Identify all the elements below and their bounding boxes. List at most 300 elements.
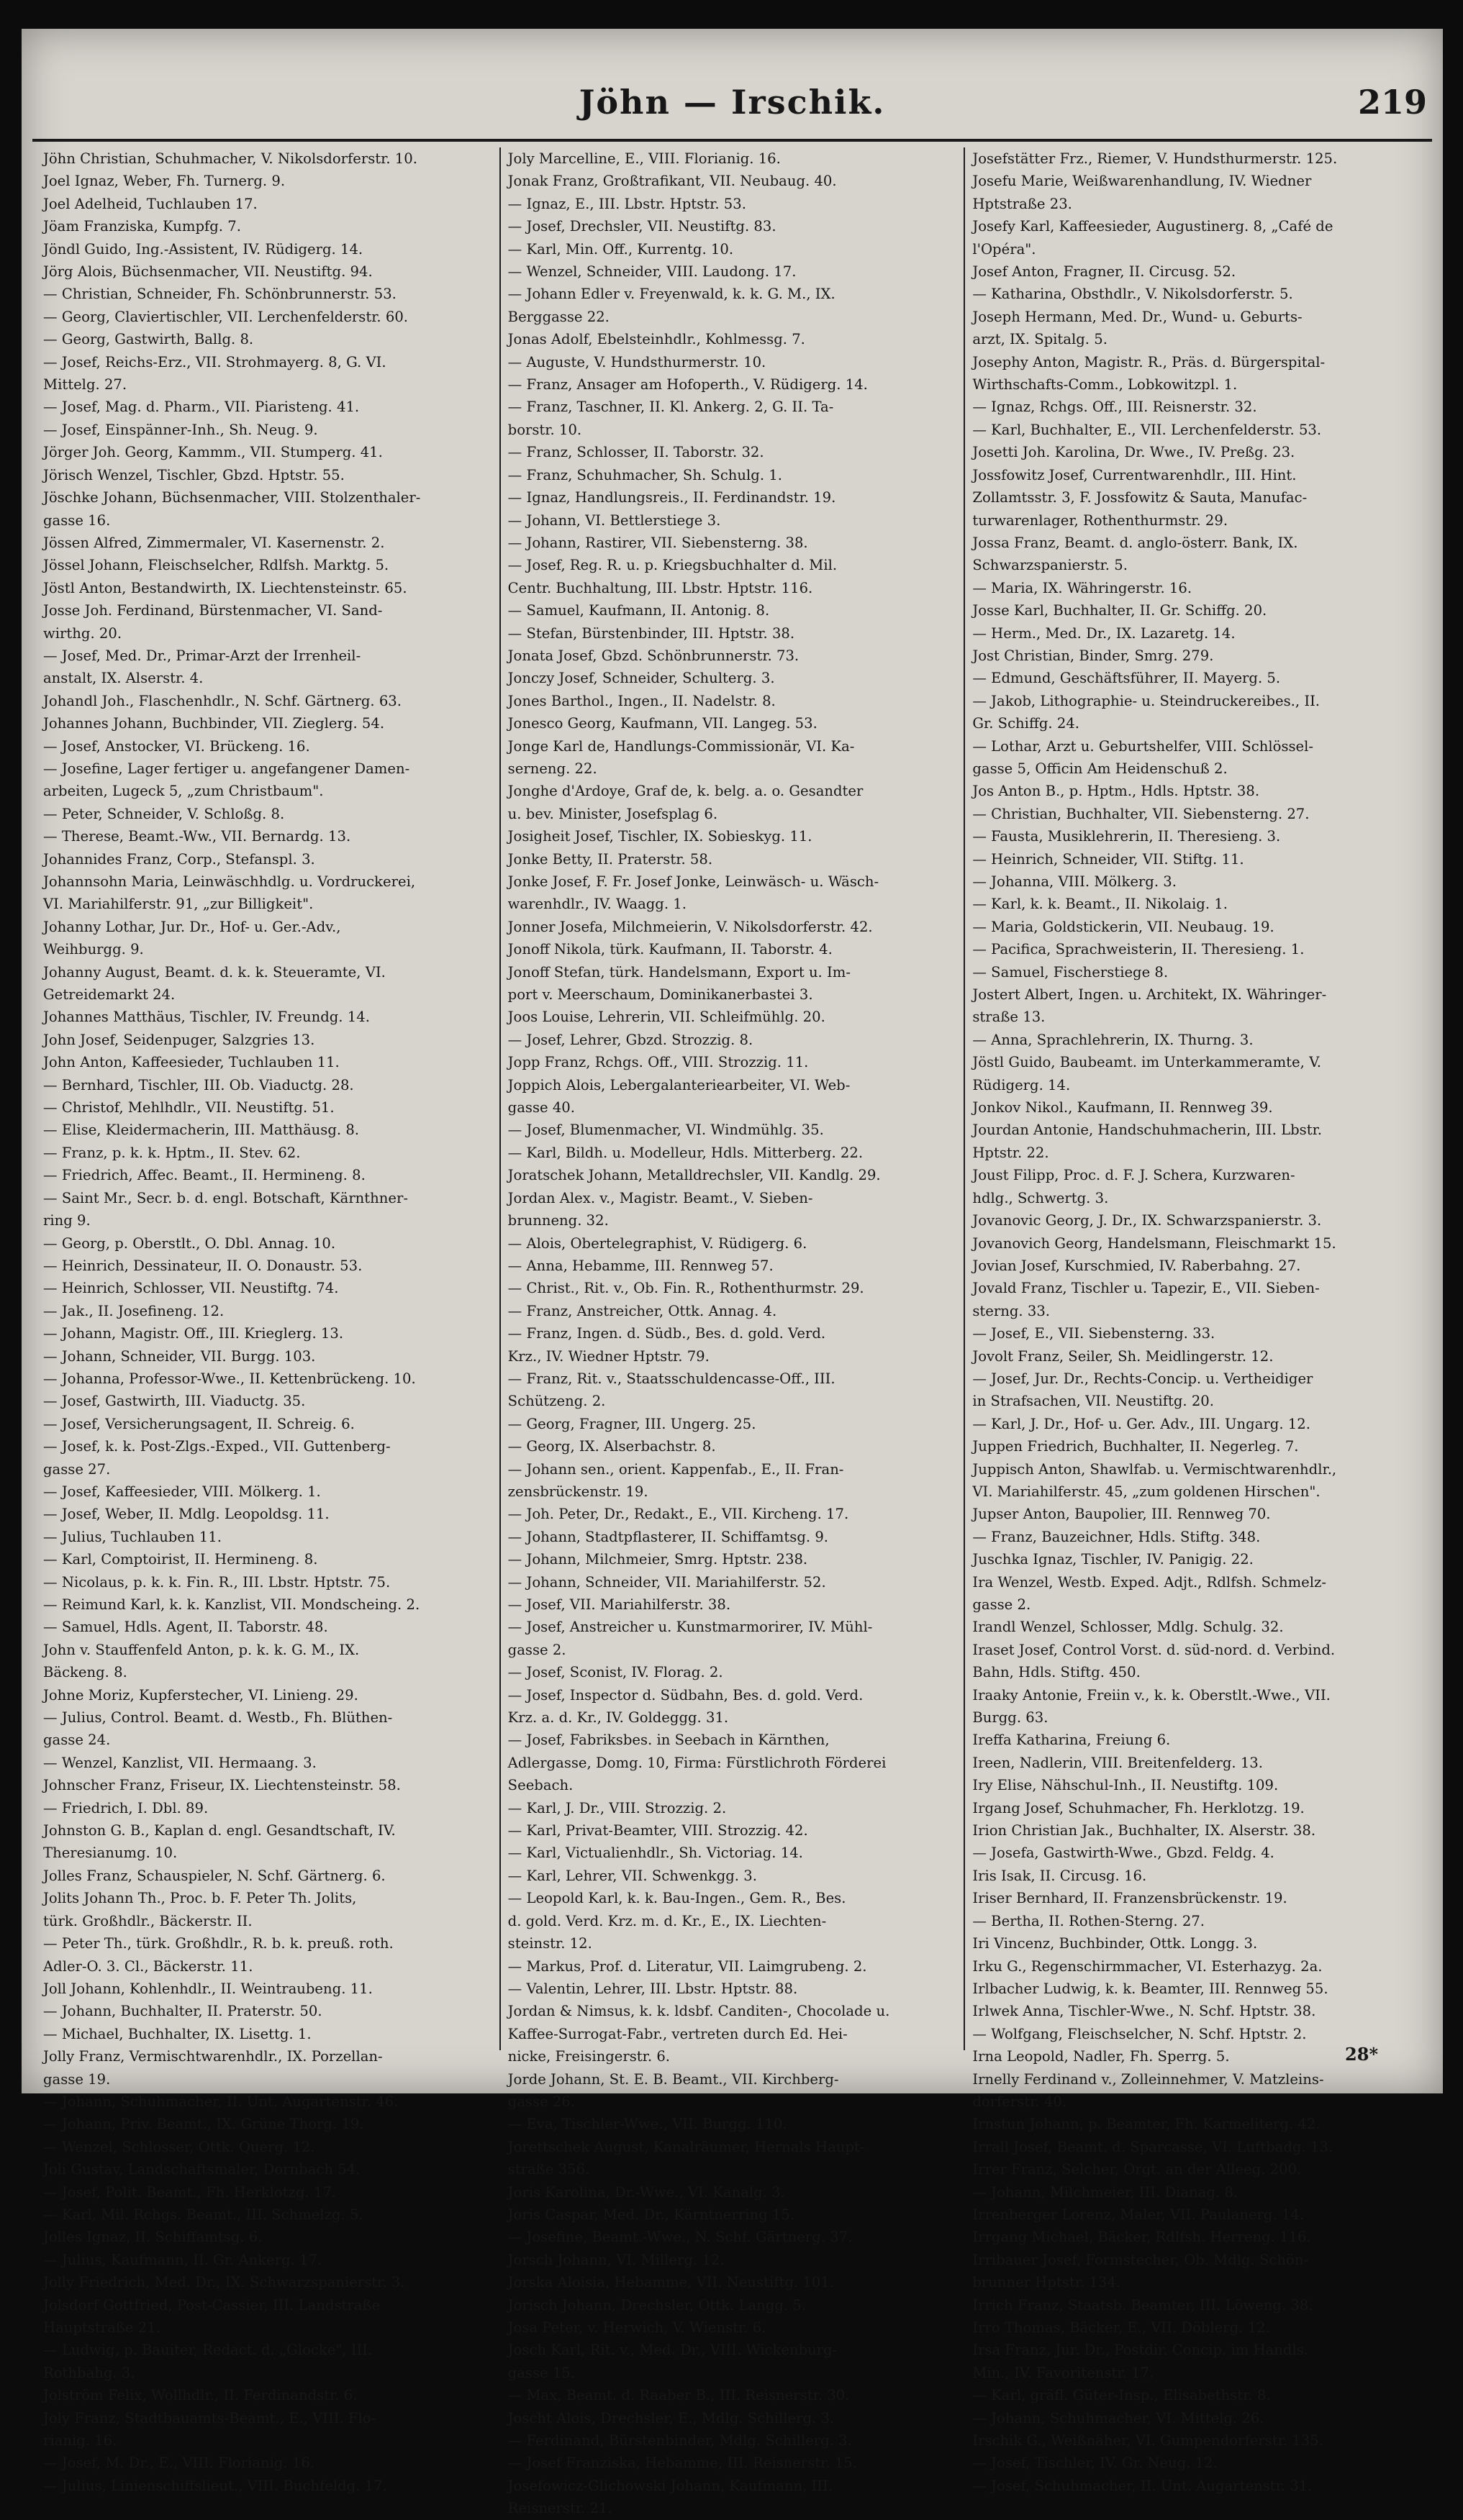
directory-entry: zensbrückenstr. 19. bbox=[507, 1483, 648, 1500]
directory-entry: Ireffa Katharina, Freiung 6. bbox=[972, 1732, 1171, 1749]
directory-entry: Jörger Joh. Georg, Kammm., VII. Stumperg. 41. bbox=[43, 444, 383, 461]
directory-entry: — Franz, Schlosser, II. Taborstr. 32. bbox=[507, 444, 764, 461]
directory-entry: — Johann, Milchmeier, Smrg. Hptstr. 238. bbox=[507, 1551, 808, 1568]
directory-entry: Irrich Franz, Staatsb. Beamter, III. Löweng. 38. bbox=[972, 2296, 1313, 2314]
directory-entry: Kaffee-Surrogat-Fabr., vertreten durch Ed. Hei- bbox=[507, 2025, 848, 2042]
directory-entry: Krz. a. d. Kr., IV. Goldeggg. 31. bbox=[507, 1709, 729, 1727]
directory-entry: — Lothar, Arzt u. Geburtshelfer, VIII. Schlössel- bbox=[972, 737, 1314, 755]
directory-entry: Gr. Schiffg. 24. bbox=[972, 715, 1080, 732]
directory-entry: — Johann, Priv. Beamt., IX. Grüne Thorg. 19. bbox=[43, 2116, 364, 2133]
directory-entry: Jöstl Guido, Baubeamt. im Unterkammeramte, V. bbox=[972, 1054, 1322, 1071]
directory-entry: Rüdigerg. 14. bbox=[972, 1076, 1071, 1093]
directory-entry: Johandl Joh., Flaschenhdlr., N. Schf. Gärtnerg. 63. bbox=[43, 692, 402, 709]
directory-entry: — Josef, Schuhmacher, II. Unt. Augartenstr. 31. bbox=[972, 2477, 1313, 2494]
directory-entry: Jorisch Johann, Drechsler, Ottk. Langg. 5. bbox=[507, 2296, 807, 2314]
directory-entry: — Johanna, Professor-Wwe., II. Kettenbrückeng. 10. bbox=[43, 1370, 416, 1387]
directory-entry: Jonoff Stefan, türk. Handelsmann, Export u. Im- bbox=[507, 963, 851, 981]
directory-entry: gasse 2. bbox=[972, 1596, 1031, 1613]
directory-entry: warenhdlr., IV. Waagg. 1. bbox=[507, 896, 687, 913]
directory-entry: Joel Adelheid, Tuchlauben 17. bbox=[43, 195, 258, 212]
directory-entry: Josse Karl, Buchhalter, II. Gr. Schiffg. 20. bbox=[972, 602, 1267, 619]
directory-entry: Jolles Franz, Schauspieler, N. Schf. Gärtnerg. 6. bbox=[43, 1867, 386, 1884]
directory-entry: serneng. 22. bbox=[507, 760, 597, 777]
directory-entry: türk. Großhdlr., Bäckerstr. II. bbox=[43, 1912, 253, 1929]
directory-entry: — Franz, Schuhmacher, Sh. Schulg. 1. bbox=[507, 466, 783, 483]
directory-entry: Josephy Anton, Magistr. R., Präs. d. Bürgerspital- bbox=[972, 353, 1326, 370]
directory-entry: — Josef, Fabriksbes. in Seebach in Kärnthen, bbox=[507, 1732, 830, 1749]
directory-entry: — Josef, M. Dr., E., VIII. Florianig. 16. bbox=[43, 2455, 315, 2472]
directory-entry: Josefy Karl, Kaffeesieder, Augustinerg. 8, „Café de bbox=[972, 218, 1333, 235]
directory-entry: Johanny Lothar, Jur. Dr., Hof- u. Ger.-Adv., bbox=[43, 918, 341, 935]
directory-entry: — Johann, Magistr. Off., III. Krieglerg. 13. bbox=[43, 1325, 344, 1342]
directory-entry: — Karl, Buchhalter, E., VII. Lerchenfelderstr. 53. bbox=[972, 421, 1322, 438]
directory-entry: — Friedrich, Affec. Beamt., II. Hermineng. 8. bbox=[43, 1167, 366, 1184]
directory-entry: Irku G., Regenschirmmacher, VI. Esterhazyg. 2a. bbox=[972, 1957, 1323, 1975]
directory-entry: Jorska Aloisia, Hebamme, VII. Neustiftg. 101. bbox=[507, 2274, 834, 2291]
directory-entry: Wirthschafts-Comm., Lobkowitzpl. 1. bbox=[972, 376, 1238, 394]
running-title: Jöhn — Irschik. bbox=[579, 83, 886, 122]
directory-entry: Irro Thomas, Bäcker, E., VII. Döblerg. 12. bbox=[972, 2319, 1270, 2336]
directory-entry: Jordan & Nimsus, k. k. ldsbf. Canditen-, Chocolade u. bbox=[507, 2003, 890, 2020]
directory-entry: — Josef, Sconist, IV. Florag. 2. bbox=[507, 1664, 723, 1681]
directory-entry: — Josef, k. k. Post-Zlgs.-Exped., VII. Guttenberg- bbox=[43, 1438, 391, 1455]
directory-entry: Jones Barthol., Ingen., II. Nadelstr. 8. bbox=[507, 692, 776, 709]
directory-entry: — Georg, Claviertischler, VII. Lerchenfelderstr. 60. bbox=[43, 308, 409, 325]
directory-entry: — Jak., II. Josefineng. 12. bbox=[43, 1302, 225, 1319]
directory-entry: Joscht Alois, Drechsler, E., Mdlg. Schillerg. 3. bbox=[507, 2409, 835, 2426]
directory-entry: — Christian, Buchhalter, VII. Siebensterng. 27. bbox=[972, 805, 1310, 822]
directory-entry: Jovolt Franz, Seiler, Sh. Meidlingerstr. 12. bbox=[972, 1347, 1274, 1365]
directory-entry: Joel Ignaz, Weber, Fh. Turnerg. 9. bbox=[43, 173, 286, 190]
directory-entry: — Karl, Bildh. u. Modelleur, Hdls. Mitterberg. 22. bbox=[507, 1144, 864, 1161]
directory-entry: Jonkov Nikol., Kaufmann, II. Rennweg 39. bbox=[972, 1099, 1273, 1116]
directory-entry: Jossfowitz Josef, Currentwarenhdlr., III. Hint. bbox=[972, 466, 1297, 483]
directory-entry: — Josef, Lehrer, Gbzd. Strozzig. 8. bbox=[507, 1031, 753, 1048]
directory-entry: Adler-O. 3. Cl., Bäckerstr. 11. bbox=[43, 1957, 253, 1975]
directory-entry: Jonke Betty, II. Praterstr. 58. bbox=[507, 850, 713, 868]
directory-entry: — Franz, Taschner, II. Kl. Ankerg. 2, G. II. Ta- bbox=[507, 399, 834, 416]
directory-entry: Jorettschek August, Kanalräumer, Hernals Haupt- bbox=[507, 2138, 865, 2155]
directory-entry: Schwarzspanierstr. 5. bbox=[972, 557, 1128, 574]
directory-entry: — Karl, Min. Off., Kurrentg. 10. bbox=[507, 240, 734, 258]
directory-entry: — Karl, Victualienhdlr., Sh. Victoriag. 14. bbox=[507, 1844, 803, 1862]
directory-entry: — Josefine, Beamt.-Wwe., N. Schf. Gärtnerg. 37. bbox=[507, 2229, 853, 2246]
directory-entry: — Katharina, Obsthdlr., V. Nikolsdorferstr. 5. bbox=[972, 286, 1293, 303]
directory-entry: Jonghe d'Ardoye, Graf de, k. belg. a. o. Gesandter bbox=[507, 783, 864, 800]
directory-entry: Joos Louise, Lehrerin, VII. Schleifmühlg. 20. bbox=[507, 1009, 825, 1026]
directory-entry: — Josef, Reichs-Erz., VII. Strohmayerg. 8, G. VI. bbox=[43, 353, 386, 370]
directory-entry: — Josef, Reg. R. u. p. Kriegsbuchhalter d. Mil. bbox=[507, 557, 838, 574]
directory-entry: — Josef, Mag. d. Pharm., VII. Piaristeng. 41. bbox=[43, 399, 360, 416]
directory-entry: Irion Christian Jak., Buchhalter, IX. Alserstr. 38. bbox=[972, 1822, 1316, 1839]
directory-entry: — Josef, Weber, II. Mdlg. Leopoldsg. 11. bbox=[43, 1506, 330, 1523]
directory-entry: Irlbacher Ludwig, k. k. Beamter, III. Rennweg 55. bbox=[972, 1980, 1328, 1997]
directory-entry: — Michael, Buchhalter, IX. Lisettg. 1. bbox=[43, 2025, 312, 2042]
directory-entry: Irschik G., Weißnäher, VI. Gumpendorferstr. 135. bbox=[972, 2432, 1323, 2450]
directory-entry: Jovald Franz, Tischler u. Tapezir, E., VII. Sieben- bbox=[972, 1280, 1320, 1297]
directory-entry: — Christ., Rit. v., Ob. Fin. R., Rothenthurmstr. 29. bbox=[507, 1280, 864, 1297]
directory-entry: — Josef, Anstocker, VI. Brückeng. 16. bbox=[43, 737, 310, 755]
directory-entry: — Markus, Prof. d. Literatur, VII. Laimgrubeng. 2. bbox=[507, 1957, 867, 1975]
directory-entry: gasse 19. bbox=[43, 2070, 111, 2088]
directory-entry: Jorsch Johann, VI. Millerg. 12. bbox=[507, 2251, 725, 2268]
directory-entry: — Josef, Anstreicher u. Kunstmarmorirer, IV. Mühl- bbox=[507, 1619, 873, 1636]
directory-entry: — Elise, Kleidermacherin, III. Matthäusg. 8. bbox=[43, 1122, 360, 1139]
directory-entry: Irrall Josef, Beamt. d. Sparcasse, VI. Luftbadg. 13. bbox=[972, 2138, 1333, 2155]
directory-entry: — Johann, Schneider, VII. Mariahilferstr. 52. bbox=[507, 1573, 826, 1591]
directory-entry: Rothbahg. 3. bbox=[43, 2364, 135, 2381]
directory-entry: Weihburgg. 9. bbox=[43, 941, 144, 958]
directory-entry: Bahn, Hdls. Stiftg. 450. bbox=[972, 1664, 1141, 1681]
directory-entry: Jonata Josef, Gbzd. Schönbrunnerstr. 73. bbox=[507, 647, 800, 664]
directory-entry: Irrenberger Lorenz, Maler, VII. Paulanerg. 14. bbox=[972, 2206, 1305, 2223]
directory-entry: — Franz, Ansager am Hofoperth., V. Rüdigerg. 14. bbox=[507, 376, 868, 394]
directory-entry: Hptstraße 23. bbox=[972, 195, 1072, 212]
directory-entry: — Johann, Rastirer, VII. Siebensterng. 38. bbox=[507, 534, 808, 551]
directory-entry: Jöstl Anton, Bestandwirth, IX. Liechtensteinstr. 65. bbox=[43, 579, 407, 596]
directory-entry: Jovanovic Georg, J. Dr., IX. Schwarzspanierstr. 3. bbox=[972, 1212, 1322, 1229]
directory-entry: hdlg., Schwertg. 3. bbox=[972, 1189, 1109, 1206]
directory-entry: — Georg, p. Oberstlt., O. Dbl. Annag. 10. bbox=[43, 1234, 336, 1252]
directory-entry: Jonczy Josef, Schneider, Schulterg. 3. bbox=[507, 670, 775, 687]
directory-entry: — Georg, Gastwirth, Ballg. 8. bbox=[43, 331, 254, 348]
directory-entry: Joppich Alois, Lebergalanteriearbeiter, VI. Web- bbox=[507, 1076, 851, 1093]
directory-entry: — Samuel, Hdls. Agent, II. Taborstr. 48. bbox=[43, 1619, 328, 1636]
directory-entry: Jöndl Guido, Ing.-Assistent, IV. Rüdigerg. 14. bbox=[43, 240, 363, 258]
directory-entry: Josch Karl, Rit. v., Med. Dr., VIII. Wickenburg- bbox=[507, 2342, 838, 2359]
directory-entry: Johannsohn Maria, Leinwäschhdlg. u. Vordruckerei, bbox=[43, 873, 416, 890]
directory-entry: VI. Mariahilferstr. 45, „zum goldenen Hirschen". bbox=[972, 1483, 1321, 1500]
directory-entry: — Johann, Milchmeier, III. Dianag. 8. bbox=[972, 2183, 1238, 2201]
directory-entry: Josefowicz-Glichowski Johann, Kaufmann, III. bbox=[507, 2477, 833, 2494]
directory-entry: VI. Mariahilferstr. 91, „zur Billigkeit". bbox=[43, 896, 314, 913]
directory-entry: — Jakob, Lithographie- u. Steindruckereibes., II. bbox=[972, 692, 1321, 709]
directory-entry: — Josef, Tischler, IV. Gr. Neug. 12. bbox=[972, 2455, 1218, 2472]
directory-entry: Jourdan Antonie, Handschuhmacherin, III. Lbstr. bbox=[972, 1122, 1323, 1139]
directory-entry: — Josef, Drechsler, VII. Neustiftg. 83. bbox=[507, 218, 776, 235]
directory-entry: port v. Meerschaum, Dominikanerbastei 3. bbox=[507, 986, 813, 1004]
directory-entry: Ira Wenzel, Westb. Exped. Adjt., Rdlfsh. Schmelz- bbox=[972, 1573, 1326, 1591]
directory-entry: Jupser Anton, Baupolier, III. Rennweg 70. bbox=[972, 1506, 1271, 1523]
directory-entry: — Franz, Anstreicher, Ottk. Annag. 4. bbox=[507, 1302, 777, 1319]
directory-entry: Joratschek Johann, Metalldrechsler, VII. Kandlg. 29. bbox=[507, 1167, 881, 1184]
directory-entry: Jolly Franz, Vermischtwarenhdlr., IX. Porzellan- bbox=[43, 2048, 383, 2065]
directory-entry: sterng. 33. bbox=[972, 1302, 1051, 1319]
directory-entry: — Ignaz, E., III. Lbstr. Hptstr. 53. bbox=[507, 195, 746, 212]
directory-entry: — Johann, Schneider, VII. Burgg. 103. bbox=[43, 1347, 316, 1365]
directory-entry: — Wolfgang, Fleischselcher, N. Schf. Hptstr. 2. bbox=[972, 2025, 1307, 2042]
directory-entry: Irlwek Anna, Tischler-Wwe., N. Schf. Hptstr. 38. bbox=[972, 2003, 1316, 2020]
directory-entry: — Josefa, Gastwirth-Wwe., Gbzd. Feldg. 4. bbox=[972, 1844, 1274, 1862]
directory-entry: brunner Hptstr. 134. bbox=[972, 2274, 1121, 2291]
header-rule bbox=[32, 139, 1432, 142]
directory-entry: wirthg. 20. bbox=[43, 624, 122, 642]
directory-entry: Joll Johann, Kohlenhdlr., II. Weintraubeng. 11. bbox=[43, 1980, 373, 1997]
directory-entry: — Johann, Schuhmacher, II. Unt. Augartenstr. 46. bbox=[43, 2093, 399, 2110]
directory-entry: — Julius, Control. Beamt. d. Westb., Fh. Blüthen- bbox=[43, 1709, 393, 1727]
directory-entry: Jost Christian, Binder, Smrg. 279. bbox=[972, 647, 1214, 664]
directory-entry: — Ferdinand, Bürstenbinder, Mdlg. Schillerg. 3. bbox=[507, 2432, 852, 2450]
directory-entry: gasse 15. bbox=[507, 2364, 575, 2381]
directory-entry: Iraset Josef, Control Vorst. d. süd-nord. d. Verbind. bbox=[972, 1641, 1336, 1658]
directory-entry: John Anton, Kaffeesieder, Tuchlauben 11. bbox=[43, 1054, 340, 1071]
directory-entry: — Josef, Einspänner-Inh., Sh. Neug. 9. bbox=[43, 421, 318, 438]
directory-entry: — Heinrich, Dessinateur, II. O. Donaustr. 53. bbox=[43, 1257, 363, 1274]
directory-entry: Centr. Buchhaltung, III. Lbstr. Hptstr. 116. bbox=[507, 579, 813, 596]
directory-entry: — Johann, VI. Bettlerstiege 3. bbox=[507, 511, 721, 529]
directory-entry: — Eva, Tischler-Wwe., VII. Burgg. 110. bbox=[507, 2116, 787, 2133]
directory-entry: — Reimund Karl, k. k. Kanzlist, VII. Mondscheing. 2. bbox=[43, 1596, 420, 1613]
directory-columns bbox=[36, 147, 1428, 2517]
directory-entry: steinstr. 12. bbox=[507, 1935, 592, 1952]
directory-entry: Juschka Ignaz, Tischler, IV. Panigig. 22. bbox=[972, 1551, 1254, 1568]
directory-entry: Adlergasse, Domg. 10, Firma: Fürstlichroth Förderei bbox=[507, 1754, 887, 1771]
directory-entry: gasse 26. bbox=[507, 2093, 575, 2110]
directory-entry: nicke, Freisingerstr. 6. bbox=[507, 2048, 671, 2065]
directory-entry: Jonak Franz, Großtrafikant, VII. Neubaug. 40. bbox=[507, 173, 837, 190]
directory-entry: ring 9. bbox=[43, 1212, 91, 1229]
directory-entry: Johannides Franz, Corp., Stefanspl. 3. bbox=[43, 850, 315, 868]
directory-entry: Iraaky Antonie, Freiin v., k. k. Oberstlt.-Wwe., VII. bbox=[972, 1686, 1331, 1703]
directory-entry: — Josef, E., VII. Siebensterng. 33. bbox=[972, 1325, 1215, 1342]
directory-entry: Irribauer Josef, Formstecher, Ob. Mdlg. Schön- bbox=[972, 2251, 1309, 2268]
directory-entry: Jössel Johann, Fleischselcher, Rdlfsh. Marktg. 5. bbox=[43, 557, 389, 574]
directory-entry: Irrgang Michael, Bäcker, Rdlfsh. Herreng. 116. bbox=[972, 2229, 1311, 2246]
directory-entry: — Josefine, Lager fertiger u. angefangener Damen- bbox=[43, 760, 410, 777]
directory-entry: Jonge Karl de, Handlungs-Commissionär, VI. Ka- bbox=[507, 737, 855, 755]
directory-entry: — Christian, Schneider, Fh. Schönbrunnerstr. 53. bbox=[43, 286, 397, 303]
directory-entry: Josefstätter Frz., Riemer, V. Hundsthurmerstr. 125. bbox=[972, 150, 1338, 167]
directory-entry: — Johann sen., orient. Kappenfab., E., II. Fran- bbox=[507, 1460, 844, 1478]
directory-entry: — Julius, Kaufmann, II. Gr. Ankerg. 17. bbox=[43, 2251, 322, 2268]
directory-entry: — Fausta, Musiklehrerin, II. Theresieng. 3. bbox=[972, 828, 1281, 845]
directory-entry: Irgang Josef, Schuhmacher, Fh. Herklotzg. 19. bbox=[972, 1799, 1305, 1816]
directory-entry: — Johann, Stadtpflasterer, II. Schiffamtsg. 9. bbox=[507, 1528, 829, 1545]
directory-entry: Jovanovich Georg, Handelsmann, Fleischmarkt 15. bbox=[972, 1234, 1336, 1252]
directory-entry: straße 356. bbox=[507, 2161, 590, 2178]
directory-entry: Iriser Bernhard, II. Franzensbrückenstr. 19. bbox=[972, 1890, 1287, 1907]
directory-entry: — Saint Mr., Secr. b. d. engl. Botschaft, Kärnthner- bbox=[43, 1189, 408, 1206]
directory-entry: — Auguste, V. Hundsthurmerstr. 10. bbox=[507, 353, 766, 370]
directory-entry: — Karl, Mil. Rchgs. Beamt., III. Schmelzg. 5. bbox=[43, 2206, 363, 2223]
directory-entry: Irandl Wenzel, Schlosser, Mdlg. Schulg. 32. bbox=[972, 1619, 1284, 1636]
directory-entry: l'Opéra". bbox=[972, 240, 1036, 258]
directory-entry: Jordan Alex. v., Magistr. Beamt., V. Sieben- bbox=[507, 1189, 813, 1206]
directory-entry: Min., IV. Favoritenstr. 17. bbox=[972, 2364, 1154, 2381]
directory-entry: — Johann Edler v. Freyenwald, k. k. G. M., IX. bbox=[507, 286, 835, 303]
directory-entry: — Josef, VII. Mariahilferstr. 38. bbox=[507, 1596, 731, 1613]
directory-entry: Iris Isak, II. Circusg. 16. bbox=[972, 1867, 1147, 1884]
directory-entry: — Edmund, Geschäftsführer, II. Mayerg. 5. bbox=[972, 670, 1281, 687]
directory-entry: — Josef, Med. Dr., Primar-Arzt der Irrenheil- bbox=[43, 647, 361, 664]
directory-entry: — Max, Beamt. d. Raaber B., III. Reisnerstr. 30. bbox=[507, 2387, 850, 2404]
directory-entry: Jolits Johann Th., Proc. b. F. Peter Th. Jolits, bbox=[43, 1890, 357, 1907]
directory-entry: — Josef Franziska, Hebamme, III. Reisnerstr. 15. bbox=[507, 2455, 857, 2472]
directory-entry: Schützeng. 2. bbox=[507, 1393, 606, 1410]
directory-entry: Joly Marcelline, E., VIII. Florianig. 16. bbox=[507, 150, 781, 167]
directory-entry: — Franz, Bauzeichner, Hdls. Stiftg. 348. bbox=[972, 1528, 1261, 1545]
directory-entry: gasse 27. bbox=[43, 1460, 111, 1478]
column-2 bbox=[501, 147, 966, 2517]
directory-entry: Jolström Felix, Wollhdlr., II. Ferdinandstr. 6. bbox=[43, 2387, 358, 2404]
directory-entry: Juppisch Anton, Shawlfab. u. Vermischtwarenhdlr., bbox=[972, 1460, 1337, 1478]
directory-entry: Josetti Joh. Karolina, Dr. Wwe., IV. Preßg. 23. bbox=[972, 444, 1295, 461]
directory-entry: Johnston G. B., Kaplan d. engl. Gesandtschaft, IV. bbox=[43, 1822, 396, 1839]
directory-entry: — Alois, Obertelegraphist, V. Rüdigerg. 6. bbox=[507, 1234, 807, 1252]
directory-entry: — Franz, Ingen. d. Südb., Bes. d. gold. Verd. bbox=[507, 1325, 826, 1342]
directory-entry: Jöschke Johann, Büchsenmacher, VIII. Stolzenthaler- bbox=[43, 489, 421, 506]
directory-entry: Bäckeng. 8. bbox=[43, 1664, 127, 1681]
directory-entry: Jonoff Nikola, türk. Kaufmann, II. Taborstr. 4. bbox=[507, 941, 833, 958]
directory-entry: — Anna, Hebamme, III. Rennweg 57. bbox=[507, 1257, 774, 1274]
directory-entry: — Ignaz, Handlungsreis., II. Ferdinandstr. 19. bbox=[507, 489, 836, 506]
directory-entry: — Josef, Gastwirth, III. Viaductg. 35. bbox=[43, 1393, 306, 1410]
directory-entry: in Strafsachen, VII. Neustiftg. 20. bbox=[972, 1393, 1214, 1410]
directory-entry: — Herm., Med. Dr., IX. Lazaretg. 14. bbox=[972, 624, 1236, 642]
directory-entry: Joly Franz, Stadtbauamts-Beamt., E., VIII. Flo- bbox=[43, 2409, 376, 2426]
directory-entry: gasse 5, Officin Am Heidenschuß 2. bbox=[972, 760, 1228, 777]
directory-entry: Jostert Albert, Ingen. u. Architekt, IX. Währinger- bbox=[972, 986, 1327, 1004]
directory-entry: gasse 24. bbox=[43, 1732, 111, 1749]
directory-entry: — Stefan, Bürstenbinder, III. Hptstr. 38. bbox=[507, 624, 795, 642]
directory-entry: borstr. 10. bbox=[507, 421, 582, 438]
directory-entry: — Wenzel, Schlosser, Ottk. Querg. 12. bbox=[43, 2138, 315, 2155]
directory-entry: Reisnerstr. 21. bbox=[507, 2500, 612, 2517]
directory-entry: — Ludwig, p. Bauiter, Redact. d. „Glocke", III. bbox=[43, 2342, 373, 2359]
directory-entry: — Nicolaus, p. k. k. Fin. R., III. Lbstr. Hptstr. 75. bbox=[43, 1573, 391, 1591]
directory-entry: — Josef, Kaffeesieder, VIII. Mölkerg. 1. bbox=[43, 1483, 321, 1500]
directory-entry: — Samuel, Kaufmann, II. Antonig. 8. bbox=[507, 602, 770, 619]
directory-entry: Jos Anton B., p. Hptm., Hdls. Hptstr. 38. bbox=[972, 783, 1260, 800]
directory-entry: Joli Gustav, Landschaftsmaler, Dornbach 54. bbox=[43, 2161, 361, 2178]
directory-entry: Josigheit Josef, Tischler, IX. Sobieskyg. 11. bbox=[507, 828, 812, 845]
directory-entry: Getreidemarkt 24. bbox=[43, 986, 176, 1004]
directory-entry: Joris Caspar, Med. Dr., Kärntnerring 15. bbox=[507, 2206, 795, 2223]
directory-entry: Jorde Johann, St. E. B. Beamt., VII. Kirchberg- bbox=[507, 2070, 839, 2088]
directory-entry: rianig. 16. bbox=[43, 2432, 117, 2450]
directory-entry: Krz., IV. Wiedner Hptstr. 79. bbox=[507, 1347, 710, 1365]
directory-entry: — Peter Th., türk. Großhdlr., R. b. k. preuß. roth. bbox=[43, 1935, 394, 1952]
directory-entry: — Friedrich, I. Dbl. 89. bbox=[43, 1799, 209, 1816]
directory-entry: Irna Leopold, Nadler, Fh. Sperrg. 5. bbox=[972, 2048, 1230, 2065]
directory-entry: d. gold. Verd. Krz. m. d. Kr., E., IX. Liechten- bbox=[507, 1912, 827, 1929]
directory-entry: Jolsdorf Gottfried, Post-Cassier, III. Landstraße bbox=[43, 2296, 381, 2314]
directory-entry: Theresianumg. 10. bbox=[43, 1844, 178, 1862]
directory-entry: Joseph Hermann, Med. Dr., Wund- u. Geburts- bbox=[972, 308, 1303, 325]
directory-entry: — Maria, IX. Währingerstr. 16. bbox=[972, 579, 1192, 596]
directory-entry: — Wenzel, Schneider, VIII. Laudong. 17. bbox=[507, 263, 797, 281]
directory-entry: brunneng. 32. bbox=[507, 1212, 609, 1229]
directory-entry: Jonner Josefa, Milchmeierin, V. Nikolsdorferstr. 42. bbox=[507, 918, 873, 935]
directory-entry: Hptstr. 22. bbox=[972, 1144, 1049, 1161]
directory-entry: Jonesco Georg, Kaufmann, VII. Langeg. 53. bbox=[507, 715, 817, 732]
directory-entry: Johanny August, Beamt. d. k. k. Steueramte, VI. bbox=[43, 963, 386, 981]
directory-entry: — Franz, p. k. k. Hptm., II. Stev. 62. bbox=[43, 1144, 301, 1161]
directory-entry: Jonas Adolf, Ebelsteinhdlr., Kohlmessg. 7. bbox=[507, 331, 805, 348]
directory-entry: Jössen Alfred, Zimmermaler, VI. Kasernenstr. 2. bbox=[43, 534, 385, 551]
directory-entry: Joris Karolina, Dr.-Wwe., VI. Kanalg. 3. bbox=[507, 2183, 785, 2201]
directory-entry: Jöam Franziska, Kumpfg. 7. bbox=[43, 218, 241, 235]
directory-entry: — Karl, J. Dr., VIII. Strozzig. 2. bbox=[507, 1799, 727, 1816]
directory-entry: gasse 16. bbox=[43, 511, 111, 529]
directory-entry: Josefu Marie, Weißwarenhandlung, IV. Wiedner bbox=[972, 173, 1312, 190]
running-head bbox=[22, 83, 1443, 133]
directory-entry: — Julius, Linienschiffslieut., VIII. Buchfeldg. 17. bbox=[43, 2477, 387, 2494]
directory-entry: — Johann, Schuhmacher, VI. Mittelg. 26. bbox=[972, 2409, 1264, 2426]
directory-entry: John v. Stauffenfeld Anton, p. k. k. G. M., IX. bbox=[43, 1641, 360, 1658]
directory-entry: — Karl, k. k. Beamt., II. Nikolaig. 1. bbox=[972, 896, 1228, 913]
directory-entry: — Valentin, Lehrer, III. Lbstr. Hptstr. 88. bbox=[507, 1980, 798, 1997]
directory-entry: — Karl, Lehrer, VII. Schwenkgg. 3. bbox=[507, 1867, 757, 1884]
directory-entry: — Maria, Goldstickerin, VII. Neubaug. 19. bbox=[972, 918, 1274, 935]
directory-entry: — Heinrich, Schneider, VII. Stiftg. 11. bbox=[972, 850, 1244, 868]
directory-entry: Jörg Alois, Büchsenmacher, VII. Neustiftg. 94. bbox=[43, 263, 373, 281]
directory-page bbox=[22, 29, 1443, 2517]
directory-entry: — Karl, Comptoirist, II. Hermineng. 8. bbox=[43, 1551, 318, 1568]
directory-entry: Irsa Franz, Jur. Dr., Postdir. Concip. im Handls. bbox=[972, 2342, 1309, 2359]
directory-entry: Mittelg. 27. bbox=[43, 376, 127, 394]
directory-entry: Jolles Ignaz, II. Schiffamtsg. 6. bbox=[43, 2229, 263, 2246]
directory-entry: Jöhn Christian, Schuhmacher, V. Nikolsdorferstr. 10. bbox=[43, 150, 417, 167]
directory-entry: anstalt, IX. Alserstr. 4. bbox=[43, 670, 204, 687]
directory-entry: — Josef, Polit. Beamt., Fh. Herklotzg. 17. bbox=[43, 2183, 337, 2201]
printer-signature: 28* bbox=[1345, 2044, 1378, 2065]
directory-entry: Burgg. 63. bbox=[972, 1709, 1048, 1727]
directory-entry: Johannes Johann, Buchbinder, VII. Zieglerg. 54. bbox=[43, 715, 385, 732]
directory-entry: — Georg, IX. Alserbachstr. 8. bbox=[507, 1438, 716, 1455]
directory-entry: Berggasse 22. bbox=[507, 308, 610, 325]
directory-entry: u. bev. Minister, Josefsplag 6. bbox=[507, 805, 718, 822]
directory-entry: — Christof, Mehlhdlr., VII. Neustiftg. 51. bbox=[43, 1099, 335, 1116]
directory-entry: — Heinrich, Schlosser, VII. Neustiftg. 74. bbox=[43, 1280, 339, 1297]
directory-entry: Iri Vincenz, Buchbinder, Ottk. Longg. 3. bbox=[972, 1935, 1258, 1952]
page-number: 219 bbox=[1357, 83, 1427, 122]
directory-entry: Irnstun Johann, p. Beamter, Fh. Karmeliterg. 42. bbox=[972, 2116, 1321, 2133]
directory-entry: — Peter, Schneider, V. Schloßg. 8. bbox=[43, 805, 285, 822]
directory-entry: — Karl, J. Dr., Hof- u. Ger. Adv., III. Ungarg. 12. bbox=[972, 1415, 1310, 1432]
directory-entry: — Johanna, VIII. Mölkerg. 3. bbox=[972, 873, 1177, 890]
directory-entry: — Anna, Sprachlehrerin, IX. Thurng. 3. bbox=[972, 1031, 1254, 1048]
directory-entry: — Bertha, II. Rothen-Sterng. 27. bbox=[972, 1912, 1205, 1929]
directory-entry: — Pacifica, Sprachweisterin, II. Theresieng. 1. bbox=[972, 941, 1305, 958]
directory-entry: gasse 40. bbox=[507, 1099, 575, 1116]
directory-entry: Seebach. bbox=[507, 1777, 574, 1794]
directory-entry: Irnelly Ferdinand v., Zolleinnehmer, V. Matzleins- bbox=[972, 2070, 1324, 2088]
directory-entry: Irrer Franz, Selcher, Orgt. an der Alleeg. 200. bbox=[972, 2161, 1302, 2178]
directory-entry: Johne Moriz, Kupferstecher, VI. Linieng. 29. bbox=[43, 1686, 358, 1703]
directory-entry: Juppen Friedrich, Buchhalter, II. Negerleg. 7. bbox=[972, 1438, 1299, 1455]
directory-entry: Joust Filipp, Proc. d. F. J. Schera, Kurzwaren- bbox=[972, 1167, 1295, 1184]
directory-entry: Zollamtsstr. 3, F. Jossfowitz & Sauta, Manufac- bbox=[972, 489, 1308, 506]
directory-entry: — Georg, Fragner, III. Ungerg. 25. bbox=[507, 1415, 756, 1432]
directory-entry: Hauptstraße 21. bbox=[43, 2319, 160, 2336]
directory-entry: gasse 2. bbox=[507, 1641, 566, 1658]
directory-entry: — Josef, Jur. Dr., Rechts-Concip. u. Vertheidiger bbox=[972, 1370, 1313, 1387]
directory-entry: dorferstr. 40. bbox=[972, 2093, 1067, 2110]
directory-entry: arzt, IX. Spitalg. 5. bbox=[972, 331, 1108, 348]
directory-entry: — Josef, Versicherungsagent, II. Schreig. 6. bbox=[43, 1415, 355, 1432]
directory-entry: — Karl, gräfl. Güter-Insp., Elisabethstr. 8. bbox=[972, 2387, 1271, 2404]
directory-entry: — Wenzel, Kanzlist, VII. Hermaang. 3. bbox=[43, 1754, 317, 1771]
directory-entry: — Johann, Buchhalter, II. Praterstr. 50. bbox=[43, 2003, 322, 2020]
directory-entry: — Samuel, Fischerstiege 8. bbox=[972, 963, 1169, 981]
directory-entry: Jörisch Wenzel, Tischler, Gbzd. Hptstr. 55. bbox=[43, 466, 345, 483]
directory-entry: Josef Anton, Fragner, II. Circusg. 52. bbox=[972, 263, 1236, 281]
directory-entry: Johannes Matthäus, Tischler, IV. Freundg. 14. bbox=[43, 1009, 370, 1026]
directory-entry: turwarenlager, Rothenthurmstr. 29. bbox=[972, 511, 1228, 529]
directory-entry: Jovian Josef, Kurschmied, IV. Raberbahng. 27. bbox=[972, 1257, 1301, 1274]
directory-entry: John Josef, Seidenpuger, Salzgries 13. bbox=[43, 1031, 315, 1048]
